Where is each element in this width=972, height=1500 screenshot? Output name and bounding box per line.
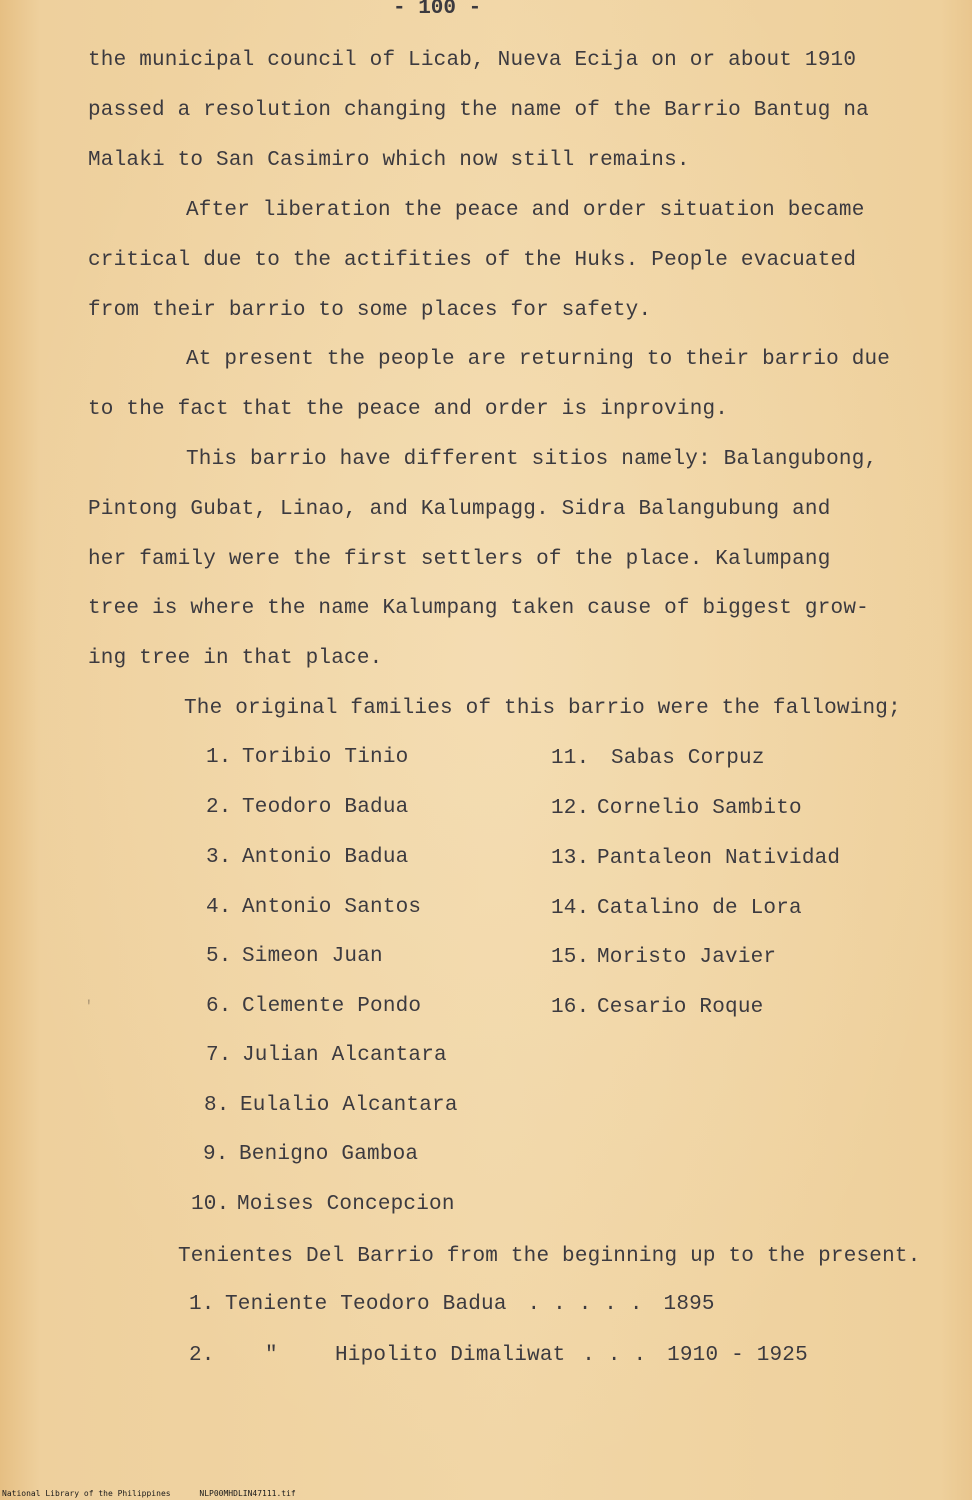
- teniente-number: 1.: [189, 1293, 215, 1316]
- family-name: Cornelio Sambito: [597, 797, 802, 820]
- paragraph1-line-1: the municipal council of Licab, Nueva Ecija on or about 1910: [88, 49, 857, 72]
- family-number: 5.: [206, 945, 232, 968]
- page-number: - 100 -: [393, 0, 482, 20]
- paragraph4-line-1: This barrio have different sitios namely: Balangubong,: [186, 448, 878, 471]
- paragraph1-line-3: Malaki to San Casimiro which now still remains.: [88, 149, 690, 172]
- family-item: [551, 796, 802, 822]
- family-number: 16.: [551, 996, 590, 1019]
- family-name: Moises Concepcion: [237, 1193, 455, 1216]
- family-item: [203, 1142, 418, 1168]
- paragraph2-line-1: After liberation the peace and order situation became: [186, 199, 865, 222]
- teniente-dots: . . .: [582, 1344, 647, 1367]
- family-name: Simeon Juan: [242, 945, 383, 968]
- family-number: 3.: [206, 846, 232, 869]
- paragraph4-line-4: tree is where the name Kalumpang taken cause of biggest grow-: [88, 597, 869, 620]
- family-name: Sabas Corpuz: [611, 747, 765, 770]
- family-name: Antonio Badua: [242, 846, 409, 869]
- family-name: Catalino de Lora: [597, 897, 802, 920]
- family-number: 9.: [203, 1143, 229, 1166]
- family-item: [204, 1093, 458, 1119]
- footer-library: National Library of the Philippines: [2, 1489, 171, 1498]
- teniente-dots: . . . . .: [527, 1293, 643, 1316]
- family-name: Benigno Gamboa: [239, 1143, 419, 1166]
- family-number: 1.: [206, 746, 232, 769]
- paragraph2-line-3: from their barrio to some places for safety.: [88, 299, 652, 322]
- family-number: 14.: [551, 897, 590, 920]
- family-name: Julian Alcantara: [242, 1044, 447, 1067]
- family-name: Clemente Pondo: [242, 995, 422, 1018]
- teniente-name: Teodoro Badua: [340, 1293, 507, 1316]
- family-item: [206, 994, 421, 1020]
- family-number: 6.: [206, 995, 232, 1018]
- family-item: [206, 1043, 447, 1069]
- teniente-title: Teniente: [225, 1293, 328, 1316]
- family-item: [551, 846, 840, 872]
- family-item: [206, 944, 383, 970]
- teniente-name: Hipolito Dimaliwat: [335, 1344, 566, 1367]
- family-item: [206, 845, 408, 871]
- family-number: 4.: [206, 896, 232, 919]
- teniente-row: [189, 1343, 808, 1369]
- teniente-years: 1910 - 1925: [667, 1344, 808, 1367]
- family-name: Cesario Roque: [597, 996, 764, 1019]
- family-item: [206, 795, 408, 821]
- families-intro: The original families of this barrio were the fallowing;: [184, 697, 901, 720]
- paragraph2-line-2: critical due to the actifities of the Huks. People evacuated: [88, 249, 857, 272]
- family-item: [551, 995, 763, 1021]
- paragraph4-line-5: ing tree in that place.: [88, 647, 383, 670]
- family-number: 8.: [204, 1094, 230, 1117]
- family-name: Eulalio Alcantara: [240, 1094, 458, 1117]
- family-item: [551, 896, 802, 922]
- footer-file: NLP00MHDLIN47111.tif: [199, 1489, 296, 1498]
- paragraph3-line-2: to the fact that the peace and order is inproving.: [88, 398, 729, 421]
- paragraph3-line-1: At present the people are returning to their barrio due: [186, 348, 891, 371]
- family-item: [551, 945, 776, 971]
- teniente-ditto: ": [265, 1344, 278, 1367]
- family-item: [551, 746, 765, 772]
- family-name: Antonio Santos: [242, 896, 422, 919]
- family-item: [206, 745, 408, 771]
- family-name: Teodoro Badua: [242, 796, 409, 819]
- scan-footer: [2, 1489, 320, 1498]
- family-number: 10.: [191, 1193, 230, 1216]
- tenientes-heading: Tenientes Del Barrio from the beginning up to the present.: [178, 1245, 921, 1268]
- paragraph4-line-3: her family were the first settlers of the place. Kalumpang: [88, 548, 831, 571]
- family-number: 12.: [551, 797, 590, 820]
- family-name: Moristo Javier: [597, 946, 777, 969]
- family-name: Toribio Tinio: [242, 746, 409, 769]
- family-item: [191, 1192, 455, 1218]
- family-number: 7.: [206, 1044, 232, 1067]
- teniente-row: [189, 1292, 715, 1318]
- paragraph1-line-2: passed a resolution changing the name of the Barrio Bantug na: [88, 99, 869, 122]
- family-number: 11.: [551, 747, 590, 770]
- family-name: Pantaleon Natividad: [597, 847, 841, 870]
- family-number: 13.: [551, 847, 590, 870]
- teniente-number: 2.: [189, 1344, 215, 1367]
- family-number: 15.: [551, 946, 590, 969]
- family-number: 2.: [206, 796, 232, 819]
- family-item: [206, 895, 421, 921]
- paragraph4-line-2: Pintong Gubat, Linao, and Kalumpagg. Sidra Balangubung and: [88, 498, 831, 521]
- stray-mark: ': [84, 998, 94, 1016]
- teniente-years: 1895: [663, 1293, 715, 1316]
